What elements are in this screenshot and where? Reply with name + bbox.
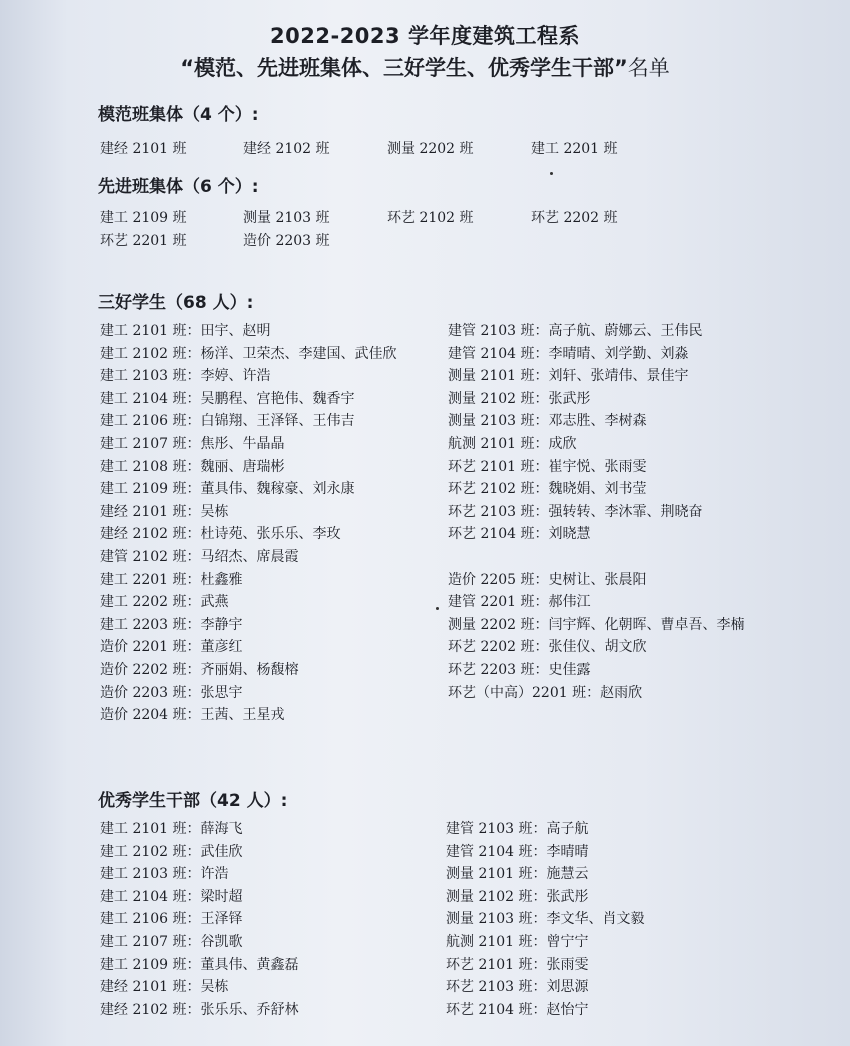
student-names: 许浩	[200, 866, 229, 883]
model-class-item: 建工 2201 班	[531, 141, 618, 157]
class-name: 造价 2204 班：	[100, 707, 201, 724]
list-item	[448, 478, 647, 500]
list-item	[446, 841, 589, 863]
student-names: 史佳露	[548, 662, 591, 678]
advanced-class-heading: 先进班集体（6 个）:	[98, 177, 259, 197]
student-names: 王茜、王星戎	[200, 707, 285, 724]
student-names: 董彦红	[200, 639, 243, 656]
class-name: 建工 2109 班：	[100, 956, 201, 973]
class-name: 环艺 2102 班：	[448, 481, 549, 498]
list-item	[100, 569, 243, 591]
model-class-heading: 模范班集体（4 个）:	[98, 105, 259, 125]
student-names: 武燕	[200, 594, 229, 611]
list-item	[100, 659, 299, 681]
class-name: 环艺 2101 班：	[446, 956, 547, 973]
class-name: 建工 2106 班：	[100, 911, 201, 928]
student-names: 齐丽娟、杨馥榕	[200, 662, 299, 678]
subtitle-main: “模范、先进班集体、三好学生、优秀学生干部”	[180, 56, 628, 80]
list-item	[100, 501, 229, 523]
class-name: 测量 2102 班：	[446, 888, 547, 905]
student-names: 史树让、张晨阳	[548, 571, 647, 588]
list-item	[448, 388, 591, 410]
list-item	[446, 976, 589, 998]
list-item	[446, 999, 589, 1021]
advanced-class-item: 环艺 2202 班	[531, 210, 618, 226]
document-title: 2022-2023 学年度建筑工程系	[270, 24, 580, 48]
class-name: 造价 2203 班：	[100, 684, 201, 701]
class-name: 建工 2107 班：	[100, 934, 201, 950]
student-names: 田宇、赵明	[200, 323, 271, 339]
list-item	[100, 410, 355, 432]
list-item	[446, 954, 589, 976]
class-name: 环艺（中高）2201 班：	[448, 684, 601, 701]
class-name: 造价 2201 班：	[100, 639, 201, 656]
student-names: 杨洋、卫荣杰、李建国、武佳欣	[200, 345, 397, 362]
class-name: 造价 2205 班：	[448, 571, 549, 588]
student-names: 刘思源	[546, 979, 589, 996]
student-names: 马绍杰、席晨霞	[200, 549, 299, 565]
class-name: 建管 2103 班：	[448, 323, 549, 339]
student-names: 郝伟江	[548, 594, 591, 611]
student-names: 张乐乐、乔舒林	[200, 1001, 299, 1018]
class-name: 测量 2103 班：	[446, 911, 547, 928]
list-item	[100, 863, 229, 885]
class-name: 建经 2102 班：	[100, 526, 201, 543]
student-names: 张佳仪、胡文欣	[548, 639, 647, 656]
cadre-heading: 优秀学生干部（42 人）:	[98, 791, 288, 811]
class-name: 建工 2103 班：	[100, 368, 201, 385]
list-item	[100, 976, 229, 998]
list-item	[100, 886, 243, 908]
class-name: 建工 2108 班：	[100, 458, 201, 475]
class-name: 测量 2102 班：	[448, 390, 549, 407]
student-names: 李文华、肖文毅	[546, 911, 645, 928]
class-name: 测量 2103 班：	[448, 413, 549, 430]
student-names: 魏晓娟、刘书莹	[548, 481, 647, 498]
student-names: 吴鹏程、宫艳伟、魏香宇	[200, 390, 355, 407]
student-names: 梁时超	[200, 888, 243, 905]
list-item	[100, 636, 243, 658]
class-name: 建管 2201 班：	[448, 594, 549, 611]
student-names: 施慧云	[546, 866, 589, 883]
class-name: 测量 2202 班：	[448, 616, 549, 633]
class-name: 建经 2102 班：	[100, 1001, 201, 1018]
three-good-heading: 三好学生（68 人）:	[98, 293, 254, 313]
student-names: 赵怡宁	[546, 1001, 589, 1018]
student-names: 赵雨欣	[600, 684, 643, 701]
list-item	[446, 818, 589, 840]
list-item	[100, 320, 271, 342]
student-names: 王泽铎	[200, 911, 243, 928]
list-item	[448, 569, 647, 591]
student-names: 白锦翔、王泽铎、王伟吉	[200, 413, 355, 430]
student-names: 崔宇悦、张雨雯	[548, 458, 647, 475]
list-item	[100, 433, 285, 455]
class-name: 建工 2101 班：	[100, 323, 201, 339]
model-class-item: 测量 2202 班	[387, 141, 474, 157]
document-subtitle	[0, 52, 850, 82]
class-name: 造价 2202 班：	[100, 662, 201, 678]
list-item	[100, 478, 355, 500]
list-item	[448, 433, 577, 455]
list-item	[100, 343, 397, 365]
student-names: 刘轩、张靖伟、景佳宇	[548, 368, 689, 385]
class-name: 环艺 2104 班：	[448, 526, 549, 543]
student-names: 曾宁宁	[546, 934, 589, 950]
class-name: 建管 2103 班：	[446, 821, 547, 837]
list-item	[448, 410, 647, 432]
paper-speck	[550, 172, 553, 175]
advanced-class-item: 测量 2103 班	[243, 210, 330, 226]
list-item	[446, 886, 589, 908]
student-names: 武佳欣	[200, 843, 243, 860]
list-item	[100, 954, 299, 976]
student-names: 杜鑫雅	[200, 571, 243, 588]
student-names: 吴栋	[200, 503, 229, 520]
student-names: 薛海飞	[200, 821, 243, 837]
list-item	[100, 591, 229, 613]
class-name: 建经 2101 班：	[100, 503, 201, 520]
class-name: 建经 2101 班：	[100, 979, 201, 996]
list-item	[100, 682, 243, 704]
class-name: 环艺 2103 班：	[446, 979, 547, 996]
list-item	[100, 931, 243, 953]
student-names: 董具伟、黄鑫磊	[200, 956, 299, 973]
class-name: 建管 2102 班：	[100, 549, 201, 565]
class-name: 环艺 2101 班：	[448, 458, 549, 475]
list-item	[446, 931, 589, 953]
student-names: 李晴晴	[546, 843, 589, 860]
model-class-item: 建经 2101 班	[100, 141, 187, 157]
advanced-class-item: 环艺 2201 班	[100, 233, 187, 249]
list-item	[448, 343, 689, 365]
list-item	[448, 456, 647, 478]
list-item	[446, 908, 645, 930]
list-item	[100, 365, 271, 387]
class-name: 建管 2104 班：	[448, 345, 549, 362]
student-names: 李晴晴、刘学勤、刘淼	[548, 345, 689, 362]
student-names: 张武彤	[546, 888, 589, 905]
class-name: 建工 2106 班：	[100, 413, 201, 430]
subtitle-tail: 名单	[627, 56, 670, 80]
class-name: 建工 2202 班：	[100, 594, 201, 611]
list-item	[448, 636, 647, 658]
list-item	[100, 908, 243, 930]
list-item	[100, 818, 243, 840]
class-name: 建管 2104 班：	[446, 843, 547, 860]
student-names: 闫宇辉、化朝晖、曹卓吾、李楠	[548, 616, 745, 633]
student-names: 张武彤	[548, 390, 591, 407]
student-names: 李婷、许浩	[200, 368, 271, 385]
list-item	[446, 863, 589, 885]
student-names: 李静宇	[200, 616, 243, 633]
student-names: 成欣	[548, 436, 577, 452]
student-names: 刘晓慧	[548, 526, 591, 543]
class-name: 建工 2104 班：	[100, 390, 201, 407]
student-names: 高子航	[546, 821, 589, 837]
student-names: 高子航、蔚娜云、王伟民	[548, 323, 703, 339]
class-name: 建工 2103 班：	[100, 866, 201, 883]
advanced-class-item: 建工 2109 班	[100, 210, 187, 226]
list-item	[448, 320, 703, 342]
list-item	[100, 388, 355, 410]
class-name: 建工 2102 班：	[100, 843, 201, 860]
student-names: 焦彤、牛晶晶	[200, 436, 285, 452]
student-names: 强转转、李沐霏、荆晓奋	[548, 503, 703, 520]
class-name: 环艺 2104 班：	[446, 1001, 547, 1018]
class-name: 航测 2101 班：	[446, 934, 547, 950]
list-item	[448, 523, 591, 545]
list-item	[100, 523, 341, 545]
list-item	[100, 546, 299, 568]
class-name: 测量 2101 班：	[446, 866, 547, 883]
list-item	[448, 501, 703, 523]
class-name: 建工 2101 班：	[100, 821, 201, 837]
student-names: 谷凯歌	[200, 934, 243, 950]
list-item	[100, 999, 299, 1021]
model-class-item: 建经 2102 班	[243, 141, 330, 157]
list-item	[100, 704, 285, 726]
class-name: 测量 2101 班：	[448, 368, 549, 385]
list-item	[448, 591, 591, 613]
class-name: 建工 2104 班：	[100, 888, 201, 905]
paper-speck	[436, 607, 439, 610]
advanced-class-item: 环艺 2102 班	[387, 210, 474, 226]
advanced-class-item: 造价 2203 班	[243, 233, 330, 249]
student-names: 魏丽、唐瑞彬	[200, 458, 285, 475]
class-name: 航测 2101 班：	[448, 436, 549, 452]
student-names: 董具伟、魏稼豪、刘永康	[200, 481, 355, 498]
student-names: 张雨雯	[546, 956, 589, 973]
class-name: 建工 2203 班：	[100, 616, 201, 633]
list-item	[100, 456, 285, 478]
student-names: 邓志胜、李树森	[548, 413, 647, 430]
class-name: 环艺 2203 班：	[448, 662, 549, 678]
list-item	[448, 682, 642, 704]
student-names: 杜诗苑、张乐乐、李玫	[200, 526, 341, 543]
list-item	[100, 614, 243, 636]
class-name: 建工 2107 班：	[100, 436, 201, 452]
class-name: 建工 2102 班：	[100, 345, 201, 362]
student-names: 吴栋	[200, 979, 229, 996]
class-name: 环艺 2103 班：	[448, 503, 549, 520]
class-name: 环艺 2202 班：	[448, 639, 549, 656]
class-name: 建工 2109 班：	[100, 481, 201, 498]
list-item	[100, 841, 243, 863]
list-item	[448, 365, 689, 387]
student-names: 张思宇	[200, 684, 243, 701]
class-name: 建工 2201 班：	[100, 571, 201, 588]
list-item	[448, 614, 745, 636]
list-item	[448, 659, 591, 681]
